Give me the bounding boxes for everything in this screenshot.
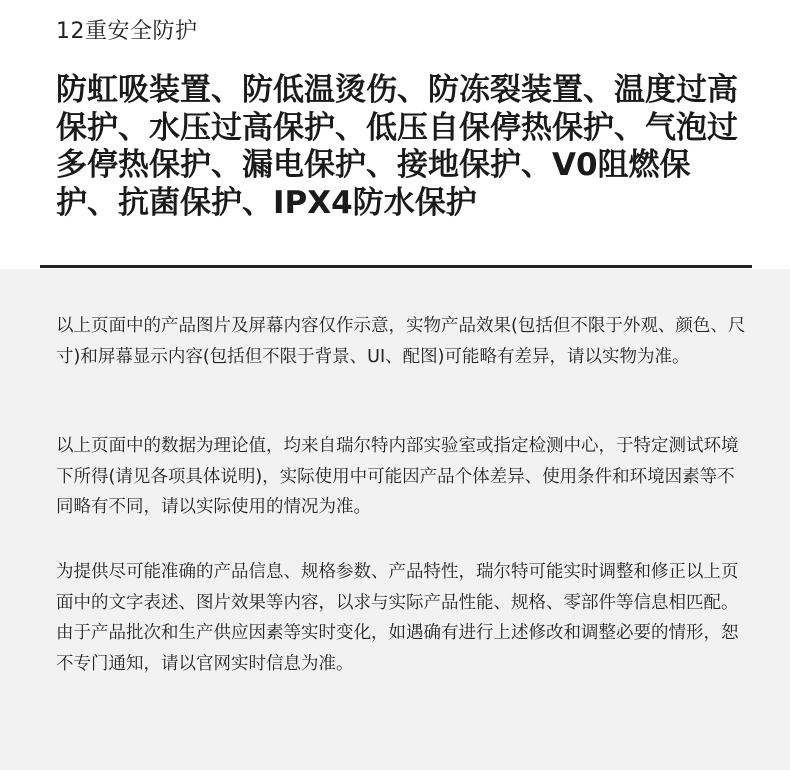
disclaimer-paragraph-images: 以上页面中的产品图片及屏幕内容仅作示意，实物产品效果(包括但不限于外观、颜色、尺寸)和屏幕显示内容(包括但不限于背景、UI、配图)可能略有差异，请以实物为准。 [56, 316, 746, 367]
feature-list-headline: 防虹吸装置、防低温烫伤、防冻裂装置、温度过高保护、水压过高保护、低压自保停热保护、气泡过多停热保护、漏电保护、接地保护、V0阻燃保护、抗菌保护、IPX4防水保护 [56, 72, 738, 221]
section-divider [40, 265, 752, 268]
disclaimer-paragraph-updates: 为提供尽可能准确的产品信息、规格参数、产品特性，瑞尔特可能实时调整和修正以上页面中的文字表述、图片效果等内容，以求与实际产品性能、规格、零部件等信息相匹配。由于产品批次和生产供应因素等实时变化，如遇确有进行上述修改和调整必要的情形，恕不专门通知，请以官网实时信息为准。 [56, 562, 739, 674]
disclaimer-section [0, 269, 790, 770]
disclaimer-paragraph-data: 以上页面中的数据为理论值，均来自瑞尔特内部实验室或指定检测中心，于特定测试环境下所得(请见各项具体说明)，实际使用中可能因产品个体差异、使用条件和环境因素等不同略有不同，请以实际使用的情况为准。 [56, 436, 739, 517]
feature-section [0, 0, 790, 269]
section-label: 12重安全防护 [56, 19, 198, 44]
